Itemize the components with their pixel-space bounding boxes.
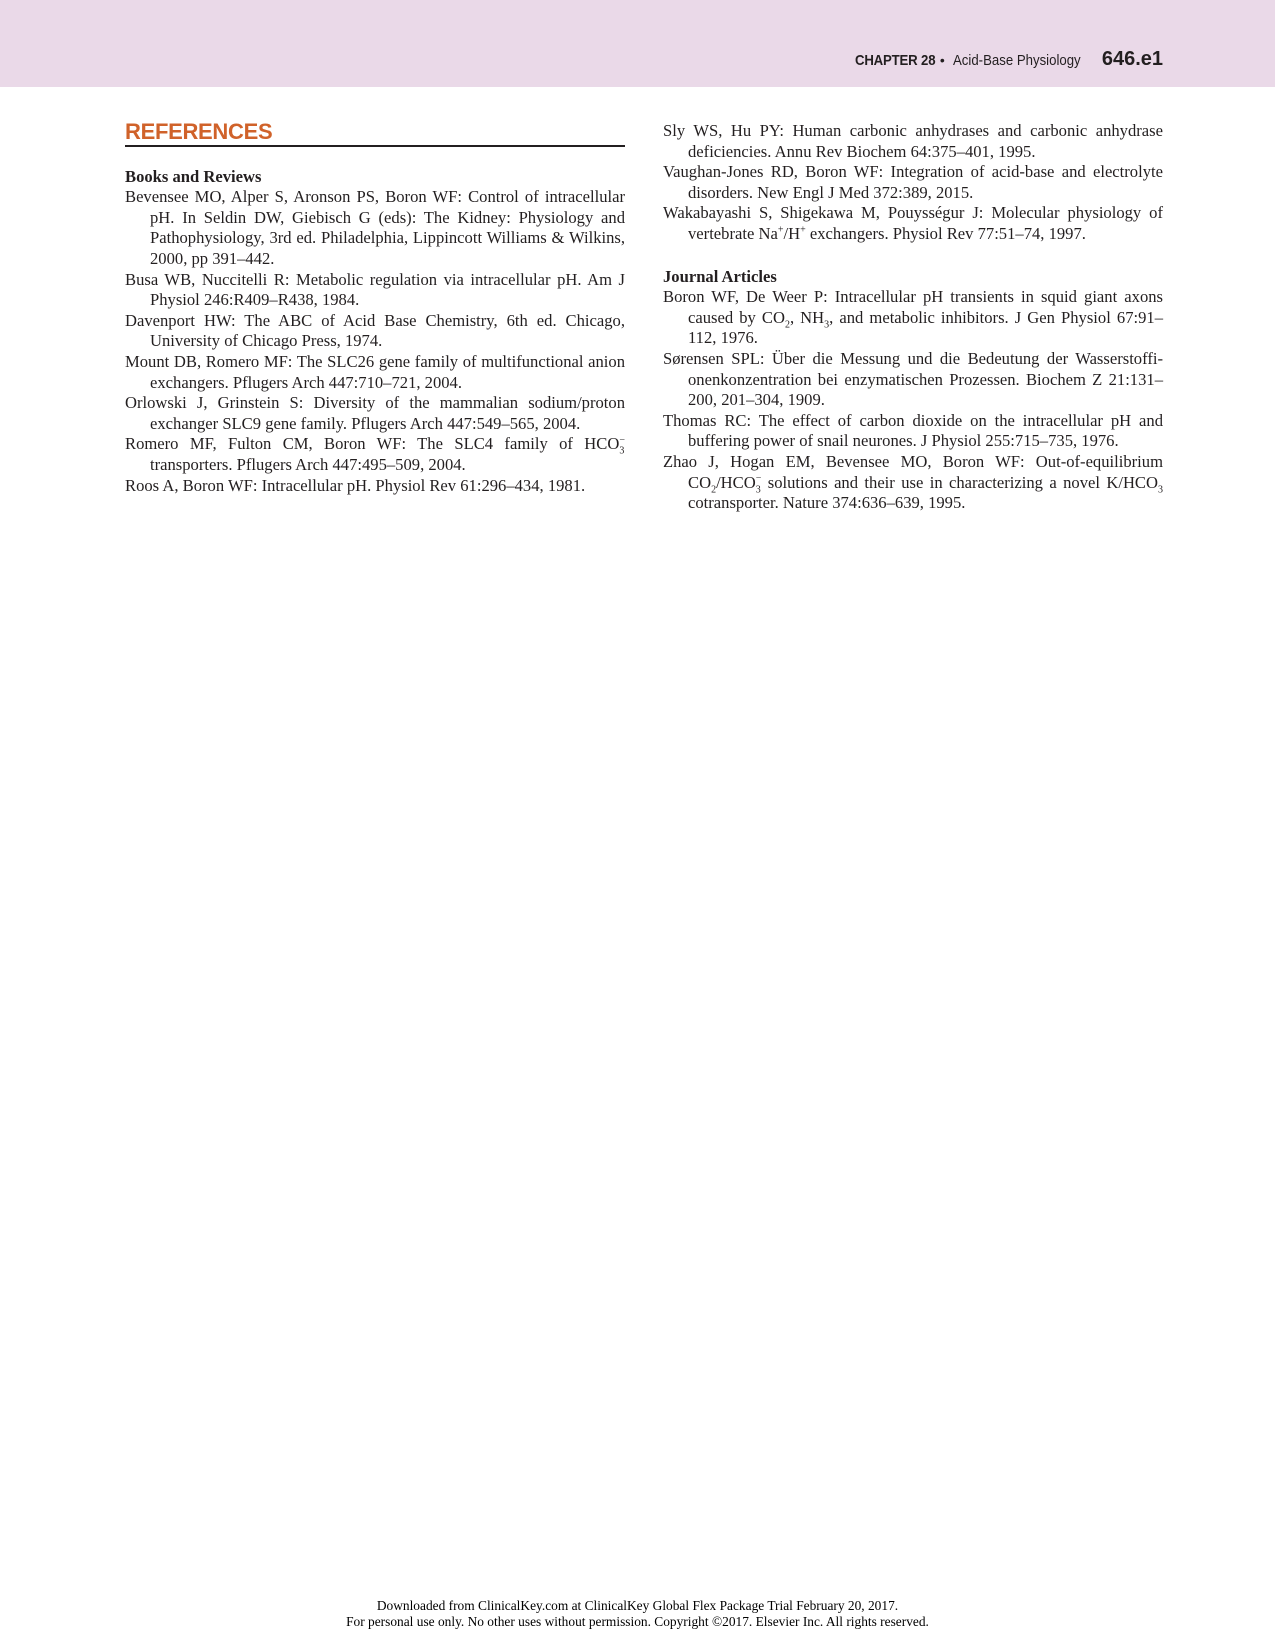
chapter-title: Acid-Base Physiology <box>952 52 1081 69</box>
reference-item: Wakabayashi S, Shigekawa M, Pouysségur J: Molecular physiology of vertebrate Na+/H+ exchangers. Physiol Rev 77:51–74, 1997. <box>663 203 1163 243</box>
reference-item: Romero MF, Fulton CM, Boron WF: The SLC4 family of $HCO_3^-$ transporters. Pflugers Arch 447:495–509, 2004. <box>125 434 625 474</box>
page-number: 646.e1 <box>1101 48 1163 70</box>
books-and-reviews-heading: Books and Reviews <box>125 166 262 186</box>
reference-item: Sørensen SPL: Über die Messung und die Bedeutung der Wasserstoffi-onenkonzentration bei enzymatischen Prozessen. Biochem Z 21:131–200, 201–304, 1909. <box>663 348 1163 410</box>
reference-item: Thomas RC: The effect of carbon dioxide on the intracellular pH and buffering power of snail neurones. J Physiol 255:715–735, 1976. <box>663 410 1163 451</box>
journal-articles-heading: Journal Articles <box>663 266 777 286</box>
chapter-label: CHAPTER 28 <box>855 52 936 69</box>
download-footer <box>0 1598 1275 1629</box>
footer-line-copyright: For personal use only. No other uses without permission. Copyright ©2017. Elsevier Inc. All rights reserved. <box>346 1613 929 1629</box>
references-column-right <box>663 121 1163 514</box>
bullet-separator: • <box>939 52 945 68</box>
references-title: REFERENCES <box>125 122 625 147</box>
reference-item: Orlowski J, Grinstein S: Diversity of the mammalian sodium/proton exchanger SLC9 gene family. Pflugers Arch 447:549–565, 2004. <box>125 393 625 433</box>
running-head <box>844 48 1163 71</box>
reference-item: Mount DB, Romero MF: The SLC26 gene family of multifunctional anion exchangers. Pflugers Arch 447:710–721, 2004. <box>125 351 625 392</box>
reference-item: Busa WB, Nuccitelli R: Metabolic regulation via intracellular pH. Am J Physiol 246:R409–R438, 1984. <box>125 269 625 310</box>
reference-item: Davenport HW: The ABC of Acid Base Chemistry, 6th ed. Chicago, University of Chicago Press, 1974. <box>125 310 625 351</box>
reference-item: Zhao J, Hogan EM, Bevensee MO, Boron WF: Out-of-equilibrium $CO_2/HCO_3^-$ solutions and their use in characterizing a novel $K/HCO_3$ cotransporter. Nature 374:636–639, 1995. <box>663 451 1163 513</box>
reference-item: Roos A, Boron WF: Intracellular pH. Physiol Rev 61:296–434, 1981. <box>125 475 586 495</box>
running-header-band <box>0 0 1275 87</box>
reference-item: Boron WF, De Weer P: Intracellular pH transients in squid giant axons caused by $CO_2$, $NH_3$, and metabolic inhibitors. J Gen Physiol 67:91–112, 1976. <box>663 287 1163 348</box>
reference-item: Vaughan-Jones RD, Boron WF: Integration of acid-base and electrolyte disorders. New Engl J Med 372:389, 2015. <box>663 162 1163 202</box>
reference-item: Bevensee MO, Alper S, Aronson PS, Boron WF: Control of intracellular pH. In Seldin DW, Giebisch G (eds): The Kidney: Physiology and Pathophysiology, 3rd ed. Philadelphia, Lippincott Williams & Wilkins, 2000, pp 391–442. <box>125 187 625 268</box>
reference-item: Sly WS, Hu PY: Human carbonic anhydrases and carbonic anhydrase deficiencies. Annu Rev Biochem 64:375–401, 1995. <box>663 121 1163 161</box>
footer-line-download: Downloaded from ClinicalKey.com at ClinicalKey Global Flex Package Trial February 20, 2017. <box>376 1598 899 1613</box>
references-column-left <box>125 118 625 496</box>
